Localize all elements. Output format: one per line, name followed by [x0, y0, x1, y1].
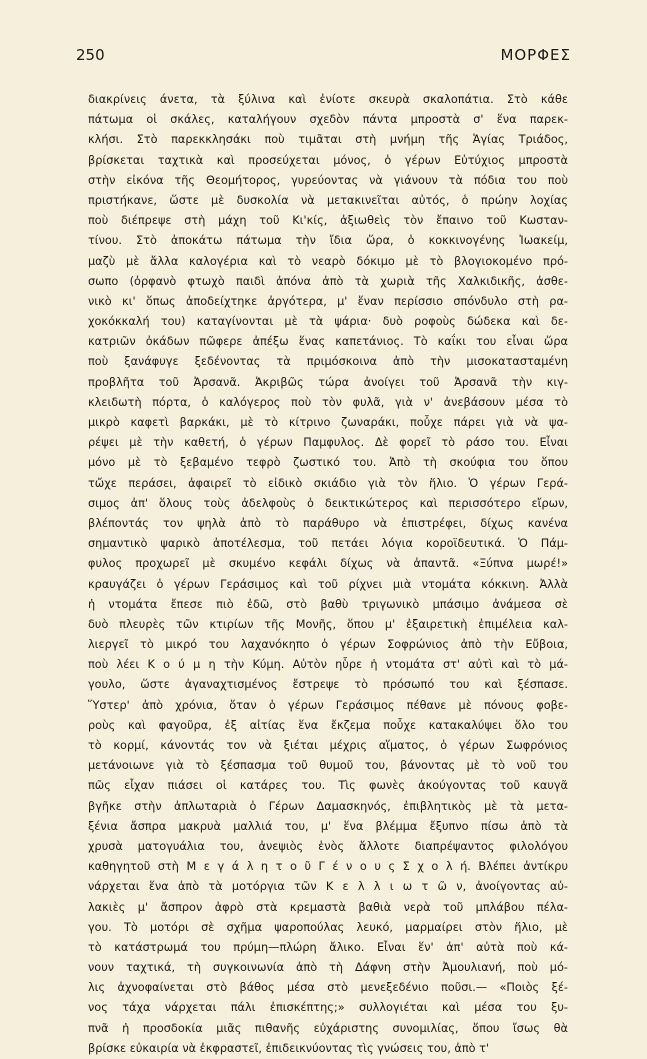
text-line: χρυσὰ ματογυάλια του, ἀνεψιὸς ἑνὸς ἄλλοτε διαπρέψαντος φιλολόγου: [88, 839, 568, 853]
text-line: ποὺ λέει Κ ο ύ μ η τὴν Κύμη. Αὐτὸν ηὗρε ἡ ντομάτα στ' αὐτὶ καὶ τὸ μά-: [88, 658, 568, 672]
page-header: [76, 46, 571, 66]
text-line: γουλο, ὥστε ἀγαναχτισμένος ἔστρεψε τὸ πρόσωπό του καὶ ξέσπασε.: [88, 678, 568, 692]
text-line: πῶς εἶχαν πιάσει οἱ κατάρες του. Τὶς φωνὲς ἀκούγοντας τοῦ καυγᾶ: [88, 779, 568, 793]
text-line: νουν ταχτικά, τὴ συγκοινωνία ἀπὸ τὴ Δάφνη στὴν Ἀμουλιανή, ποὺ μό-: [88, 961, 568, 975]
text-line: πάτωμα οἱ σκάλες, καταλήγουν σχεδὸν πάντα μπροστὰ σ' ἕνα παρεκ-: [88, 113, 568, 127]
page-number: 250: [76, 46, 105, 64]
text-line: μικρὸ καφετὶ βαρκάκι, μὲ τὸ κίτρινο ζωναράκι, ποὖχε πάρει γιὰ νὰ ψα-: [88, 416, 568, 429]
text-line: πριστήκανε, ὥστε μὲ δυσκολία νὰ μετακινεῖται αὐτός, ὁ πρώην λοχίας: [88, 193, 568, 207]
text-line: φυλος προχωρεῖ μὲ σκυμένο κεφάλι δίχως νὰ ἀπαντᾶ. «Ξύπνα μωρέ!»: [88, 557, 568, 571]
text-line: ποὺ ξανάφυγε ξεδένοντας τὰ πριμόσκοινα ἀπὸ τὴν μισοκατασταμένη: [88, 355, 568, 369]
running-title: ΜΟΡΦΕΣ: [500, 46, 571, 64]
text-line: ξένια ἄσπρα μακρυὰ μαλλιά του, μ' ἕνα βλέμμα ἔξυπνο πίσω ἀπὸ τὰ: [88, 819, 568, 833]
text-line: βλέποντάς τον ψηλὰ ἀπὸ τὸ παράθυρο νὰ ἐπιστρέφει, δίχως κανένα: [88, 516, 568, 530]
text-line: κλειδωτὴ πόρτα, ὁ καλόγερος ποὺ τὸν φυλᾶ, γιὰ ν' ἀνεβάσουν μέσα τὸ: [88, 395, 568, 409]
text-line: τὸ κατάστρωμά του πρύμη—πλώρη ἄλικο. Εἶναι ἕν' ἀπ' αὐτὰ ποὺ κά-: [88, 940, 568, 954]
text-line: μόνο μὲ τὸ ξεβαμένο τεφρὸ ζωστικό του. Ἀπὸ τὴ σκούφια του ὅπου: [88, 456, 568, 470]
text-line: στὴν εἰκόνα τῆς Θεομήτορος, γυρεύοντας νὰ γιάνουν τὰ πόδια του ποὺ: [88, 173, 568, 187]
text-line: τὤχε περάσει, ἀφαιρεῖ τὸ εἰδικὸ σκιάδιο γιὰ τὸν ἥλιο. Ὁ γέρων Γερά-: [88, 476, 568, 490]
text-line: βγῆκε στὴν ἀπλωταριὰ ὁ Γέρων Δαμασκηνός, ἐπιβλητικὸς μὲ τὰ μετα-: [88, 799, 568, 813]
text-line: νάρχεται ἕνα ἀπὸ τὰ μοτόργια τῶν Κ ε λ λ ι ω τ ῶ ν, ἀνοίγοντας αὐ-: [88, 880, 568, 894]
text-line: βρίσκε εὐκαιρία νὰ ἐκφραστεῖ, ἐπιδεικνύοντας τὶς γνώσεις του, ἀπὸ τ': [88, 1041, 490, 1055]
text-line: κατριῶν ὀκάδων πῶφερε ἀπέξω ἕνας καπετάνιος. Τὸ καΐκι του εἶναι ὥρα: [88, 335, 568, 349]
text-line: λακιὲς μ' ἄσπρον ἀφρὸ στὰ κρεμαστὰ βαθιὰ νερὰ τοῦ μπλάβου πέλα-: [88, 900, 568, 914]
text-line: μαζὺ μὲ ἄλλα καλογέρια καὶ τὸ νεαρὸ δόκιμο μὲ τὸ βλογιοκομένο πρό-: [88, 254, 568, 268]
text-line: νικὸ κι' ὅπως ἀποδείχτηκε ἀργότερα, μ' ἕναν περίσσιο σπόνδυλο στὴ ρα-: [88, 294, 568, 308]
text-line: νος τάχα νάρχεται πάλι ἐπισκέπτης;» συλλογιέται καὶ μέσα του ξυ-: [88, 1001, 568, 1015]
text-line: καθηγητοῦ στὴ Μ ε γ ά λ η τ ο ῦ Γ έ ν ο υ ς Σ χ ο λ ή. Βλέπει ἀντίκρυ: [88, 860, 568, 874]
text-line: Ὕστερ' ἀπὸ χρόνια, ὅταν ὁ γέρων Γεράσιμος πέθανε μὲ πόνους φοβε-: [88, 698, 568, 712]
text-line: χοκόκκαλή του) καταγίνονται μὲ τὰ ψάρια· δυὸ ροφοὺς δώδεκα καὶ δε-: [88, 315, 568, 329]
text-line: κραυγάζει ὁ γέρων Γεράσιμος καὶ τοῦ ρίχνει μιὰ ντομάτα κόκκινη. Ἀλλὰ: [88, 577, 568, 591]
text-line: τὸ κορμί, κάνοντάς τον νὰ ξιέται μέχρις αἵματος, ὁ γέρων Σωφρόνιος: [88, 739, 568, 752]
text-line: ποὺ διέπρεψε στὴ μάχη τοῦ Κι'κίς, ἀξιωθεὶς τὸν ἔπαινο τοῦ Κωσταν-: [88, 214, 568, 228]
text-line: κλήσι. Στὸ παρεκκλησάκι ποὺ τιμᾶται στὴ μνήμη τῆς Ἁγίας Τριάδος,: [88, 133, 568, 147]
text-line: σημαντικὸ ψαρικὸ ἀποτέλεσμα, τοῦ πετάει λόγια κοροϊδευτικά. Ὁ Πάμ-: [88, 537, 568, 551]
text-line: δυὸ πλευρὲς τῶν κτιρίων τῆς Μονῆς, ὅπου μ' ἐξαιρετικὴ ἐπιμέλεια καλ-: [88, 617, 568, 631]
text-line: πνᾶ ἡ προσδοκία μιᾶς πιθανῆς εὐχάριστης συνομιλίας, ὅπου ἴσως θὰ: [88, 1021, 568, 1035]
text-line: σιμος ἀπ' ὅλους τοὺς ἀδελφοὺς ὁ δεικτικώτερος καὶ περισσότερο εἴρων,: [88, 496, 568, 510]
text-line: ροὺς καὶ φαγοῦρα, ἐξ αἰτίας ἕνα ἔκζεμα ποὖχε κατακαλύψει ὅλο του: [88, 718, 568, 732]
text-line: προβλῆτα τοῦ Ἀρσανᾶ. Ἀκριβῶς τώρα ἀνοίγει τοῦ Ἀρσανᾶ τὴν κιγ-: [88, 375, 568, 389]
text-line: βρίσκεται ταχτικὰ καὶ προσεύχεται μόνος, ὁ γέρων Εὐτύχιος μπροστὰ: [88, 153, 568, 167]
text-line: τίνου. Στὸ ἀποκάτω πάτωμα τὴν ἴδια ὥρα, ὁ κοκκινογένης Ἰωακείμ,: [88, 234, 568, 248]
text-line: μετάνοιωνε γιὰ τὸ ξέσπασμα τοῦ θυμοῦ του, βάνοντας μὲ τὸ νοῦ του: [88, 759, 568, 773]
text-line: ἡ ντομάτα ἔπεσε πιὸ ἐδῶ, στὸ βαθὺ τριγωνικὸ μπάσιμο ἀνάμεσα σὲ: [88, 597, 568, 611]
text-line: λιεργεῖ τὸ μικρό του λαχανόκηπο ὁ γέρων Σοφρώνιος ἀπὸ τὴν Εὔβοια,: [88, 638, 568, 652]
text-line: γου. Τὸ μοτόρι σὲ σχῆμα ψαροπούλας λευκό, μαρμαίρει στὸν ἥλιο, μὲ: [88, 920, 568, 934]
text-line: διακρίνεις άνετα, τὰ ξύλινα καὶ ἐνίοτε σκευρὰ σκαλοπάτια. Στὸ κάθε: [88, 93, 568, 106]
text-line: λις ἀχνοφαίνεται στὸ βάθος μέσα στὸ μενεξεδένιο ποῦσι.— «Ποιὸς ξέ-: [88, 981, 568, 995]
body-text: [88, 90, 568, 1059]
text-line: σωπο (ὀρφανὸ φτωχὸ παιδὶ ἀπόνα ἀπὸ τὰ χωριὰ τῆς Χαλκιδικῆς, ἀσθε-: [88, 274, 568, 288]
text-line: ρέψει μὲ τὴν καθετή, ὁ γέρων Παμφυλος. Δὲ φορεῖ τὸ ράσο του. Εἶναι: [88, 436, 568, 450]
